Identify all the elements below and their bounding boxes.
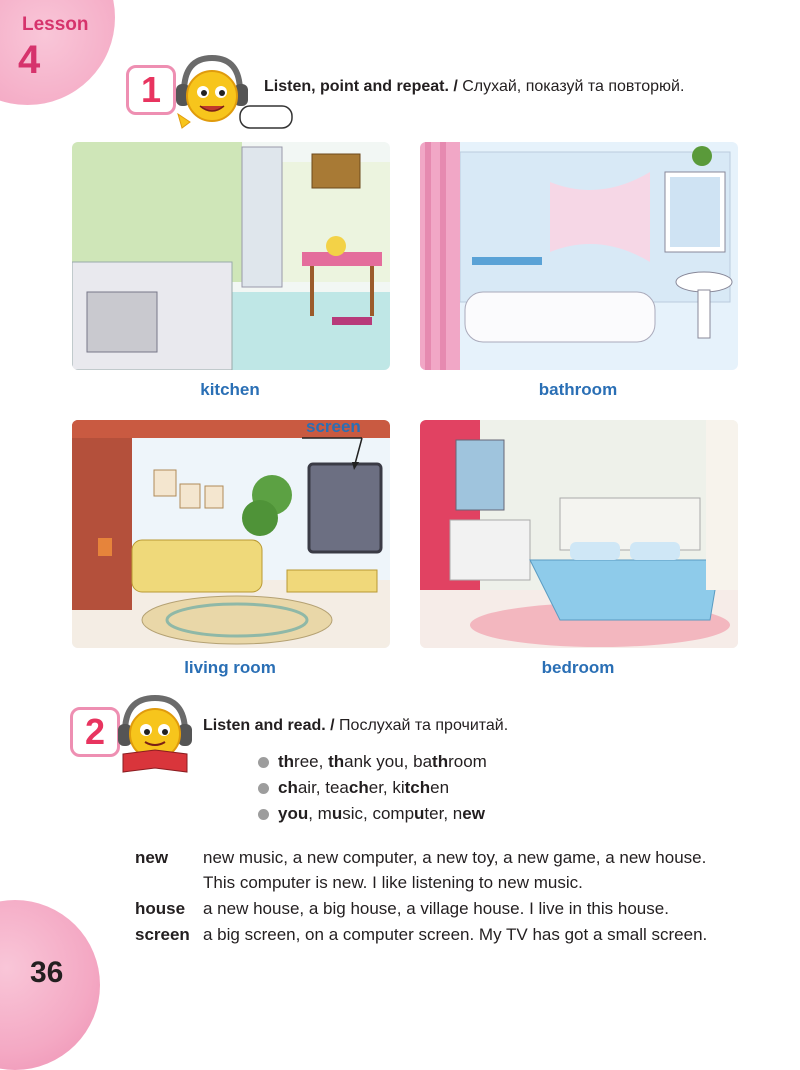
task-1-instruction-ua: Слухай, показуй та повторюй. bbox=[462, 78, 685, 95]
phonics-line bbox=[278, 749, 487, 775]
phonics-item bbox=[258, 775, 487, 801]
phonics-segment: room bbox=[448, 752, 487, 771]
phonics-segment: th bbox=[432, 752, 449, 771]
caption-bedroom: bedroom bbox=[541, 658, 615, 677]
phonics-segment: th bbox=[278, 752, 295, 771]
task-1-instruction bbox=[264, 77, 684, 97]
caption-living-room: living room bbox=[184, 658, 276, 677]
caption-kitchen: kitchen bbox=[200, 380, 260, 399]
task-2-instruction-en: Listen and read. / bbox=[203, 717, 335, 734]
vocab-text: This computer is new. I like listening to new music. bbox=[203, 873, 583, 892]
task-2-instruction-ua: Послухай та прочитай. bbox=[339, 717, 509, 734]
task-1-instruction-en: Listen, point and repeat. / bbox=[264, 78, 458, 95]
phonics-segment: air, tea bbox=[297, 778, 349, 797]
phonics-segment: ew bbox=[462, 804, 485, 823]
vocab-word: house bbox=[135, 899, 186, 918]
bullet-icon bbox=[258, 809, 269, 820]
phonics-segment: sic, comp bbox=[342, 804, 415, 823]
vocab-row-screen bbox=[135, 922, 707, 947]
caption-bathroom: bathroom bbox=[538, 380, 618, 399]
phonics-segment: , m bbox=[308, 804, 332, 823]
phonics-segment: ree, bbox=[294, 752, 329, 771]
vocab-word bbox=[135, 870, 203, 895]
phonics-line bbox=[278, 801, 485, 827]
phonics-segment: ch bbox=[348, 778, 369, 797]
page-number: 36 bbox=[30, 956, 64, 989]
phonics-item bbox=[258, 801, 487, 827]
screen-pointer-arrow bbox=[300, 432, 380, 472]
phonics-segment: ch bbox=[278, 778, 298, 797]
kitchen-illustration bbox=[72, 142, 390, 370]
lesson-number: 4 bbox=[18, 38, 41, 82]
phonics-line bbox=[278, 775, 449, 801]
bathroom-illustration bbox=[420, 142, 738, 370]
phonics-segment: ank you, ba bbox=[344, 752, 433, 771]
screen-label: screen bbox=[306, 417, 361, 436]
vocab-word: screen bbox=[135, 925, 190, 944]
phonics-segment: en bbox=[430, 778, 450, 797]
bullet-icon bbox=[258, 783, 269, 794]
task-1-number: 1 bbox=[126, 65, 176, 115]
phonics-segment: tch bbox=[404, 778, 431, 797]
vocab-word: new bbox=[135, 848, 169, 867]
phonics-segment: you bbox=[278, 804, 309, 823]
bedroom-illustration bbox=[420, 420, 738, 648]
bullet-icon bbox=[258, 757, 269, 768]
vocab-row-house bbox=[135, 896, 669, 921]
phonics-segment: er, ki bbox=[368, 778, 405, 797]
reading-smiley-icon bbox=[115, 692, 195, 776]
task-2-number: 2 bbox=[70, 707, 120, 757]
lesson-label: Lesson bbox=[22, 14, 89, 35]
phonics-item bbox=[258, 749, 487, 775]
vocab-row-new-continued bbox=[135, 870, 583, 895]
vocab-text: new music, a new computer, a new toy, a new game, a new house. bbox=[203, 848, 707, 867]
vocab-row-new bbox=[135, 845, 706, 870]
phonics-segment: u bbox=[331, 804, 343, 823]
phonics-segment: th bbox=[328, 752, 345, 771]
vocab-text: a new house, a big house, a village house. I live in this house. bbox=[203, 899, 669, 918]
phonics-segment: ter, n bbox=[424, 804, 463, 823]
task-2-instruction bbox=[203, 716, 508, 736]
vocab-text: a big screen, on a computer screen. My TV has got a small screen. bbox=[203, 925, 708, 944]
phonics-segment: u bbox=[414, 804, 425, 823]
phonics-list bbox=[258, 749, 487, 827]
